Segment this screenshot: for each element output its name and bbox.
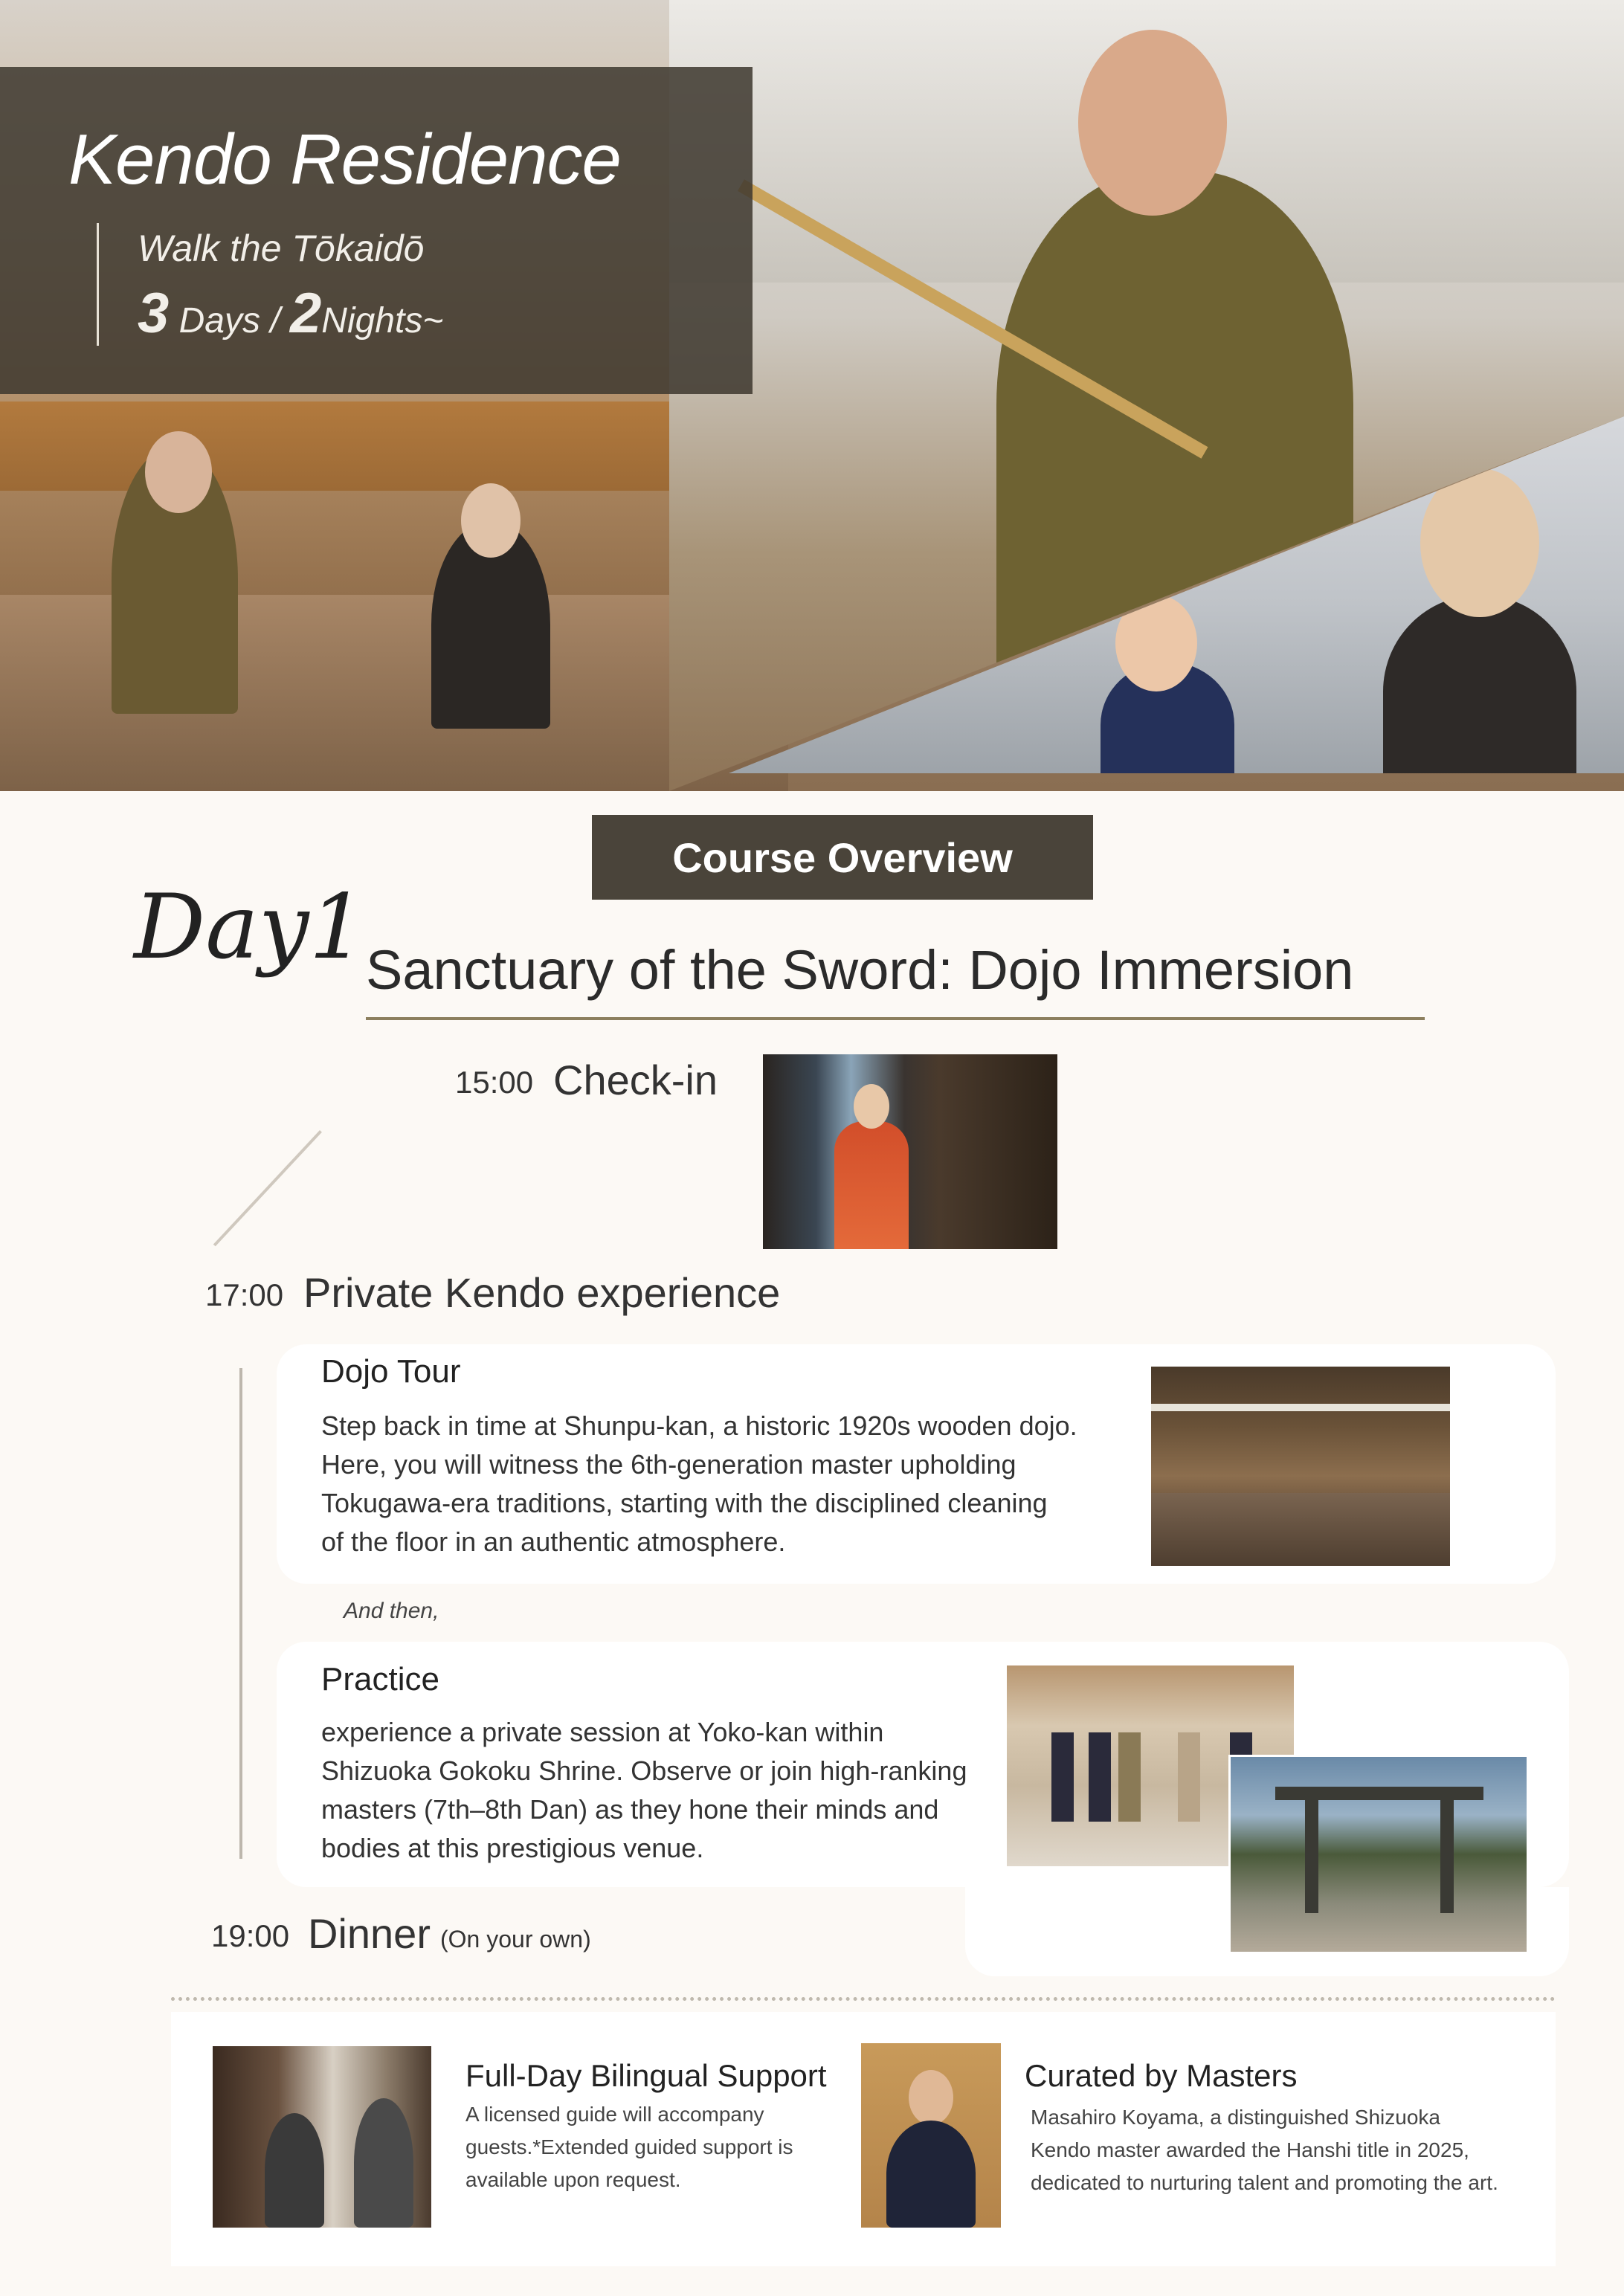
decorative-slash [213, 1130, 322, 1246]
practice-heading: Practice [321, 1661, 439, 1697]
dinner-time: 19:00 [211, 1918, 290, 1953]
kendo-time: 17:00 [205, 1277, 284, 1312]
feature-bilingual-heading: Full-Day Bilingual Support [465, 2058, 827, 2093]
hero-subtitle: Walk the Tōkaidō [138, 228, 425, 269]
day-title-rule [366, 1017, 1425, 1020]
hero-duration [138, 281, 443, 346]
day-script: Day1 [134, 876, 366, 979]
dinner-label: Dinner [308, 1910, 431, 1957]
hero-banner [0, 0, 1624, 791]
dojo-tour-photo [1151, 1367, 1450, 1566]
hero-title: Kendo Residence [68, 120, 621, 199]
bilingual-support-photo [213, 2046, 431, 2228]
days-number: 3 [138, 282, 170, 345]
feature-masters-heading: Curated by Masters [1025, 2058, 1298, 2093]
and-then-text: And then, [344, 1599, 439, 1623]
dotted-divider [171, 1997, 1556, 2001]
checkin-photo [763, 1054, 1057, 1249]
nights-label: Nights~ [321, 301, 444, 341]
practice-photo-shrine [1228, 1755, 1529, 1954]
dojo-tour-text: Step back in time at Shunpu-kan, a historic 1920s wooden dojo. Here, you will witness the 6th-generation master upholding Tokugawa-era traditions, starting with the disciplined cleaning of the floor in an authentic atmosphere. [321, 1410, 1077, 1557]
dinner-note: (On your own) [440, 1926, 591, 1952]
day-title: Sanctuary of the Sword: Dojo Immersion [366, 939, 1354, 1001]
dojo-tour-heading: Dojo Tour [321, 1353, 461, 1390]
hero-divider [97, 223, 99, 346]
feature-masters-text: Masahiro Koyama, a distinguished Shizuoka Kendo master awarded the Hanshi title in 2025, dedicated to nurturing talent and promoting the art. [1031, 2106, 1498, 2194]
kendo-label: Private Kendo experience [303, 1269, 781, 1316]
timeline-line [239, 1368, 242, 1859]
master-portrait-photo [861, 2043, 1001, 2228]
checkin-label: Check-in [553, 1057, 718, 1103]
days-label: Days / [178, 301, 280, 341]
practice-text: experience a private session at Yoko-kan within Shizuoka Gokoku Shrine. Observe or join high-ranking masters (7th–8th Dan) as they hone their minds and bodies at this prestigious venue. [321, 1717, 967, 1863]
checkin-time: 15:00 [455, 1065, 534, 1100]
course-overview-label: Course Overview [592, 815, 1093, 900]
nights-number: 2 [290, 282, 322, 345]
feature-bilingual-text: A licensed guide will accompany guests.*Extended guided support is available upon request. [465, 2103, 793, 2191]
